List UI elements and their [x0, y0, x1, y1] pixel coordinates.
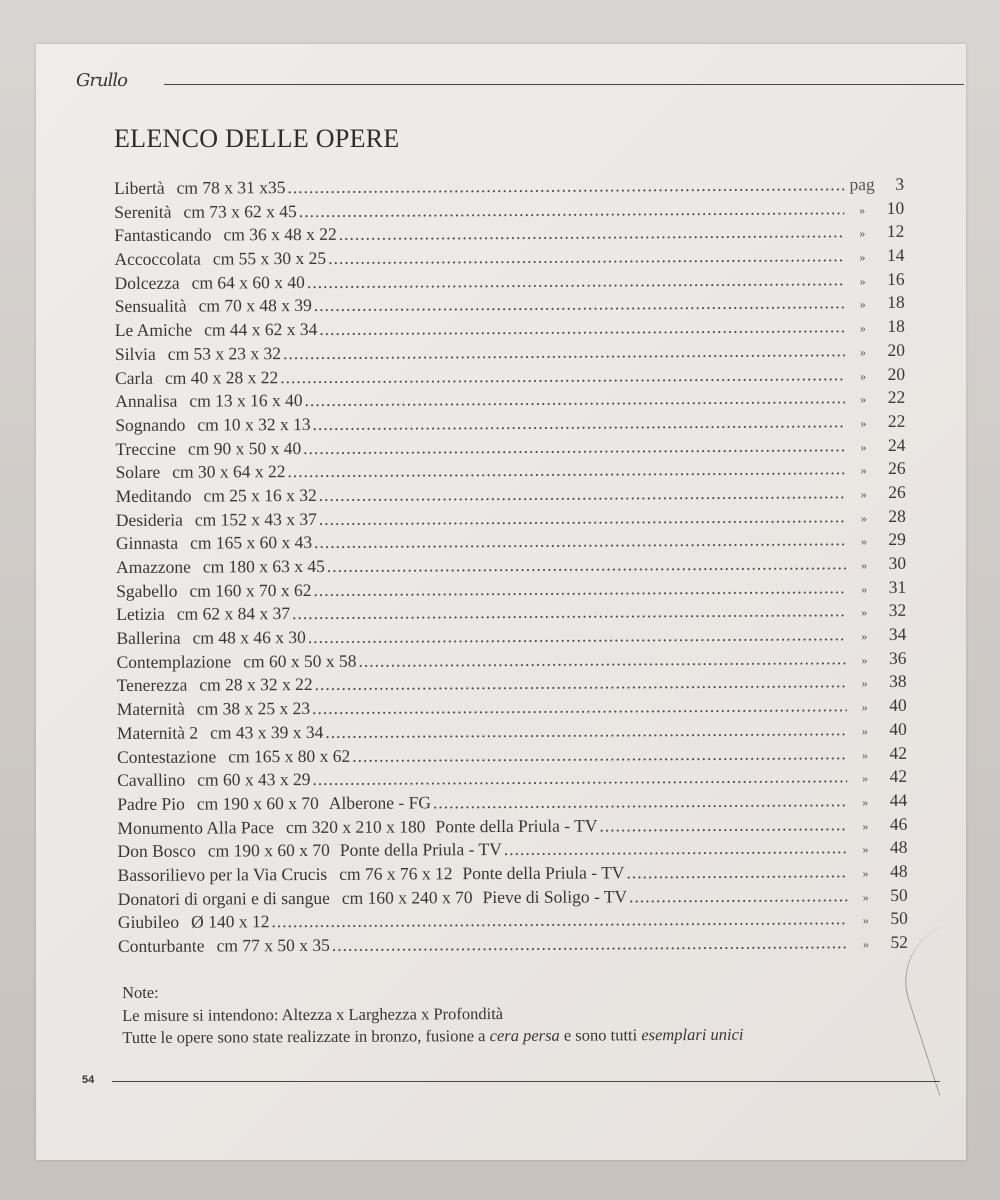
dot-leader: [299, 197, 845, 224]
toc-entry: [116, 484, 317, 509]
work-title: Sgabello: [116, 580, 178, 601]
work-dimensions: cm 165 x 80 x 62: [228, 745, 351, 766]
work-page-number: 20: [887, 363, 906, 384]
work-title: Maternità 2: [116, 722, 199, 743]
work-title: Conturbante: [117, 935, 205, 956]
work-title: Sensualità: [114, 296, 187, 317]
page-marker: »: [861, 605, 868, 620]
work-location: Ponte della Priula - TV: [339, 839, 502, 861]
page-marker: »: [862, 842, 869, 857]
dot-leader: [287, 457, 845, 484]
work-page-number: 22: [887, 387, 906, 408]
page-marker: »: [861, 558, 868, 573]
work-dimensions: cm 13 x 16 x 40: [189, 390, 303, 411]
work-page-number: 40: [889, 718, 907, 739]
work-title: Monumento Alla Pace: [117, 816, 274, 838]
work-title: Solare: [115, 462, 161, 483]
work-title: Amazzone: [115, 556, 191, 577]
work-dimensions: cm 320 x 210 x 180: [285, 815, 426, 837]
toc-entry: [115, 318, 318, 343]
work-dimensions: cm 180 x 63 x 45: [202, 555, 325, 577]
dot-leader: [319, 505, 846, 531]
work-title: Meditando: [115, 485, 192, 506]
work-page-number: 30: [888, 552, 907, 573]
dot-leader: [303, 434, 845, 461]
toc-entry: [114, 200, 297, 225]
work-title: Carla: [114, 367, 154, 388]
notes-heading: Note:: [122, 982, 159, 1002]
work-page-number: 36: [888, 647, 907, 668]
work-dimensions: cm 190 x 60 x 70: [196, 792, 319, 814]
page-marker: »: [859, 250, 866, 265]
toc-entry: [114, 271, 304, 296]
work-page-number: 20: [887, 339, 905, 360]
page-marker: »: [862, 889, 869, 904]
work-title: Fantasticando: [114, 224, 212, 246]
page-marker: »: [860, 392, 867, 407]
work-dimensions: cm 78 x 31 x35: [176, 177, 286, 198]
page-marker: »: [860, 487, 867, 502]
work-dimensions: cm 62 x 84 x 37: [176, 603, 291, 625]
work-location: Ponte della Priula - TV: [462, 862, 625, 884]
footer-rule: [112, 1081, 940, 1082]
page-marker: »: [862, 865, 869, 881]
work-page-number: 48: [890, 860, 908, 881]
toc-entry: [118, 861, 625, 887]
dot-leader: [313, 410, 846, 436]
work-page-number: 46: [889, 813, 908, 834]
work-dimensions: cm 28 x 32 x 22: [199, 674, 313, 695]
page-marker: »: [862, 794, 869, 809]
page-marker: »: [860, 463, 867, 478]
dot-leader: [328, 244, 844, 270]
toc-entry: [115, 460, 285, 485]
work-title: Maternità: [116, 698, 185, 720]
work-dimensions: cm 64 x 60 x 40: [191, 271, 305, 293]
toc-entry: [118, 885, 627, 911]
work-dimensions: Ø 140 x 12: [191, 911, 270, 932]
notes-lost-wax: cera persa: [489, 1025, 560, 1046]
work-title: Annalisa: [115, 390, 178, 412]
header-rule: [164, 84, 964, 85]
work-page-number: 31: [888, 576, 907, 597]
page-marker: pag: [849, 174, 875, 195]
toc-entry: [115, 342, 281, 367]
page-marker: »: [861, 747, 869, 762]
page-marker: »: [859, 344, 866, 359]
dot-leader: [308, 623, 847, 650]
work-page-number: 22: [887, 410, 906, 431]
work-dimensions: cm 10 x 32 x 13: [197, 413, 311, 435]
work-dimensions: cm 77 x 50 x 35: [216, 934, 330, 956]
work-page-number: 50: [890, 908, 908, 929]
dot-leader: [433, 789, 847, 815]
toc-entry: [116, 579, 311, 604]
toc-entry: [118, 911, 270, 935]
page-marker: »: [860, 368, 867, 383]
work-page-number: 44: [889, 789, 908, 810]
work-page-number: 42: [889, 742, 908, 763]
toc-entry: [116, 649, 356, 674]
toc-entry: [117, 838, 501, 864]
work-location: Ponte della Priula - TV: [435, 815, 598, 836]
work-dimensions: cm 60 x 43 x 29: [197, 769, 311, 790]
dot-leader: [319, 315, 845, 341]
toc-entry: [116, 602, 290, 627]
work-location: Alberone - FG: [328, 792, 431, 813]
dot-leader: [287, 173, 844, 200]
work-dimensions: cm 160 x 70 x 62: [189, 579, 312, 601]
page-number: 54: [82, 1074, 95, 1086]
work-dimensions: cm 40 x 28 x 22: [164, 366, 279, 388]
work-title: Contemplazione: [116, 651, 232, 672]
dot-leader: [313, 576, 846, 602]
work-title: Silvia: [114, 343, 156, 364]
work-page-number: 16: [886, 268, 905, 289]
dot-leader: [327, 552, 846, 578]
toc-entry: [118, 934, 330, 959]
dot-leader: [315, 671, 847, 697]
work-title: Le Amiche: [114, 319, 193, 341]
dot-leader: [305, 386, 846, 413]
work-title: Libertà: [114, 177, 165, 198]
dot-leader: [271, 907, 848, 934]
page-marker: »: [861, 652, 868, 667]
work-title: Ballerina: [116, 627, 181, 649]
work-title: Contestazione: [116, 745, 217, 767]
work-page-number: 28: [888, 505, 906, 526]
page-marker: »: [862, 937, 870, 952]
page-marker: »: [860, 510, 867, 525]
page-marker: »: [859, 226, 866, 241]
toc-entry: [116, 555, 325, 580]
page-marker: »: [859, 202, 866, 217]
page-marker: »: [861, 629, 868, 644]
toc-entry: [114, 247, 326, 272]
work-page-number: 29: [888, 529, 906, 550]
page-marker: »: [862, 818, 869, 833]
toc-entry: [114, 176, 286, 201]
dot-leader: [358, 647, 846, 673]
page-marker: »: [860, 415, 867, 430]
work-title: Ginnasta: [115, 532, 179, 554]
dot-leader: [325, 718, 847, 744]
work-dimensions: cm 48 x 46 x 30: [192, 627, 306, 648]
work-page-number: 24: [887, 434, 906, 455]
toc-row: [118, 931, 908, 959]
work-title: Accoccolata: [114, 248, 201, 270]
toc-entry: [117, 721, 324, 746]
book-page: [36, 44, 966, 1160]
work-title: Bassorilievo per la Via Crucis: [117, 863, 328, 885]
work-page-number: 12: [886, 221, 905, 242]
work-dimensions: cm 90 x 50 x 40: [187, 437, 302, 459]
dot-leader: [504, 836, 848, 862]
page-marker: »: [862, 913, 869, 928]
work-page-number: 14: [886, 244, 905, 266]
work-dimensions: cm 30 x 64 x 22: [172, 461, 286, 482]
work-title: Desideria: [115, 509, 183, 530]
work-page-number: 32: [888, 600, 907, 621]
dot-leader: [292, 600, 846, 627]
page-marker: »: [861, 676, 868, 691]
toc-entry: [116, 531, 312, 556]
work-page-number: 34: [888, 623, 907, 645]
page-marker: »: [862, 771, 869, 786]
toc-entry: [117, 673, 313, 698]
work-dimensions: cm 60 x 50 x 58: [243, 650, 357, 672]
work-page-number: 52: [890, 931, 909, 952]
page-marker: »: [861, 581, 868, 596]
page-marker: »: [859, 273, 866, 288]
page-marker: »: [859, 297, 866, 312]
toc-entry: [115, 437, 301, 462]
work-dimensions: cm 76 x 76 x 12: [339, 863, 453, 884]
page-marker: »: [860, 534, 867, 549]
work-location: Pieve di Soligo - TV: [482, 885, 628, 907]
toc-entry: [115, 366, 278, 391]
toc-entry: [117, 768, 310, 793]
dot-leader: [312, 765, 847, 792]
work-dimensions: cm 38 x 25 x 23: [196, 698, 311, 719]
work-title: Serenità: [114, 201, 172, 222]
work-page-number: 42: [889, 766, 908, 787]
dot-leader: [332, 931, 848, 957]
page-marker: »: [860, 439, 867, 454]
dot-leader: [312, 694, 847, 721]
work-title: Letizia: [116, 604, 165, 625]
work-dimensions: cm 70 x 48 x 39: [198, 295, 312, 316]
work-page-number: 38: [889, 671, 907, 692]
work-dimensions: cm 53 x 23 x 32: [167, 342, 282, 364]
dot-leader: [307, 268, 845, 295]
toc-entry: [116, 508, 317, 533]
work-title: Dolcezza: [114, 272, 180, 293]
page-marker: »: [861, 700, 868, 715]
work-title: Padre Pio: [117, 793, 185, 814]
work-title: Donatori di organi e di sangue: [117, 887, 330, 909]
work-title: Sognando: [115, 414, 186, 435]
dot-leader: [314, 528, 846, 554]
dot-leader: [599, 813, 847, 838]
artist-signature: Grullo: [76, 70, 127, 91]
toc-entry: [117, 814, 597, 840]
work-title: Tenerezza: [116, 675, 188, 696]
toc-entry: [117, 744, 350, 769]
work-page-number: 3: [895, 173, 905, 194]
dot-leader: [626, 860, 847, 885]
toc-entry: [116, 626, 306, 651]
work-page-number: 50: [890, 884, 908, 905]
notes-measurements: Le misure si intendono: Altezza x Larghezza x Profondità: [122, 1003, 504, 1025]
work-page-number: 40: [889, 694, 907, 716]
work-dimensions: cm 73 x 62 x 45: [183, 200, 297, 222]
page-marker: »: [859, 321, 866, 336]
work-dimensions: cm 160 x 240 x 70: [341, 886, 473, 908]
work-page-number: 48: [889, 837, 908, 858]
toc-entry: [117, 791, 431, 816]
work-page-number: 10: [886, 197, 905, 218]
dot-leader: [629, 884, 848, 909]
work-dimensions: cm 152 x 43 x 37: [194, 508, 317, 530]
work-title: Giubileo: [117, 911, 180, 933]
work-page-number: 18: [887, 292, 905, 313]
notes-material-text-2: e sono tutti: [559, 1025, 642, 1045]
work-title: Treccine: [115, 438, 177, 459]
toc-entry: [114, 223, 337, 248]
work-title: Cavallino: [117, 769, 186, 791]
toc-entry: [115, 389, 303, 414]
work-dimensions: cm 36 x 48 x 22: [223, 224, 337, 245]
works-index-list: [114, 173, 908, 959]
toc-entry: [117, 697, 310, 722]
dot-leader: [314, 292, 845, 318]
toc-entry: [115, 294, 312, 319]
dot-leader: [352, 742, 847, 768]
work-dimensions: cm 44 x 62 x 34: [204, 319, 318, 340]
work-title: Don Bosco: [117, 840, 196, 862]
toc-entry: [115, 413, 310, 438]
notes-section: [122, 978, 922, 1050]
notes-material: [122, 1023, 922, 1050]
work-page-number: 18: [887, 315, 905, 337]
dot-leader: [283, 339, 845, 366]
work-dimensions: cm 190 x 60 x 70: [207, 840, 330, 861]
dot-leader: [319, 481, 846, 507]
work-dimensions: cm 25 x 16 x 32: [203, 484, 317, 506]
notes-unique-copies: esemplari unici: [641, 1024, 744, 1045]
page-title: ELENCO DELLE OPERE: [114, 124, 400, 153]
work-page-number: 26: [887, 458, 906, 479]
dot-leader: [280, 363, 845, 390]
work-dimensions: cm 165 x 60 x 43: [190, 532, 313, 553]
work-dimensions: cm 55 x 30 x 25: [212, 247, 327, 269]
work-dimensions: cm 43 x 39 x 34: [210, 721, 324, 743]
dot-leader: [339, 221, 845, 247]
page-marker: »: [861, 723, 868, 738]
work-page-number: 26: [888, 481, 906, 502]
notes-material-text: Tutte le opere sono state realizzate in bronzo, fusione a: [122, 1026, 490, 1047]
